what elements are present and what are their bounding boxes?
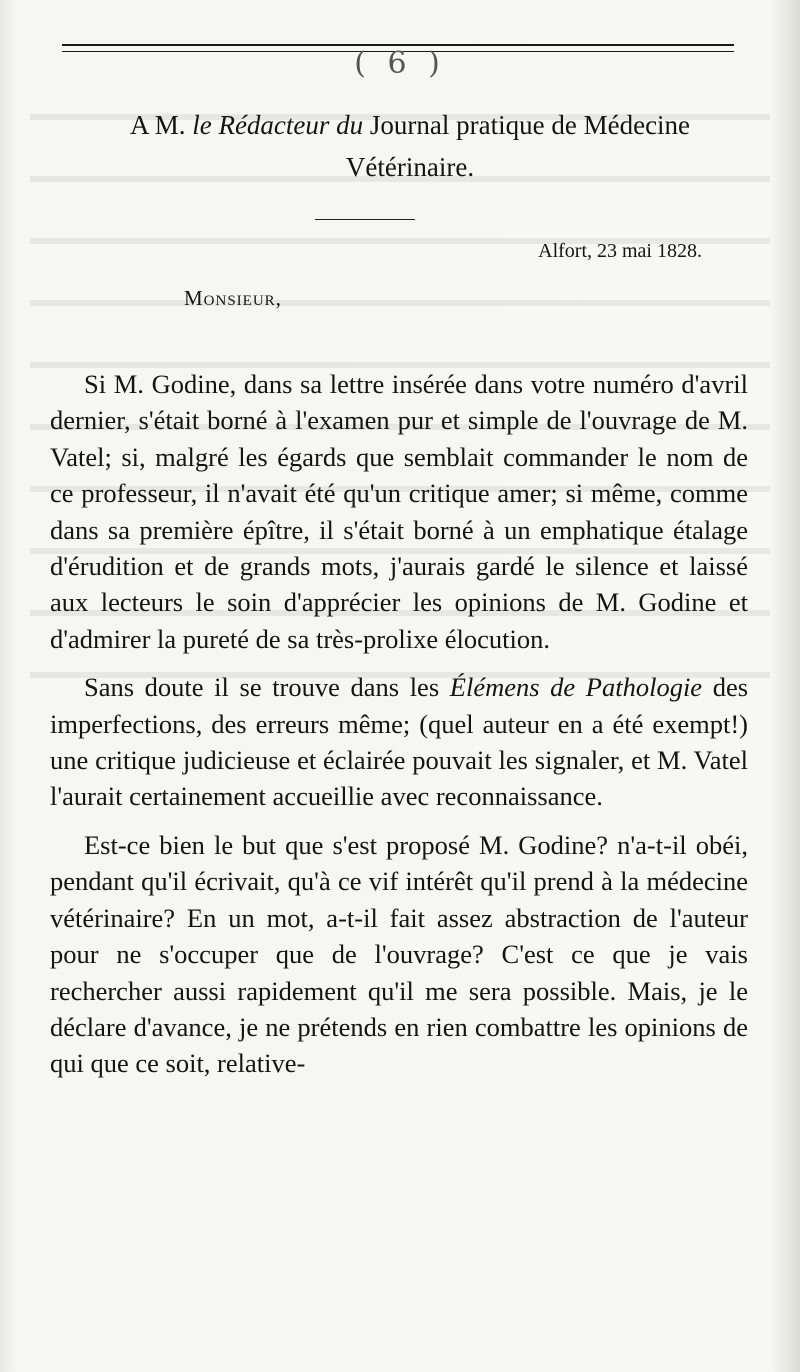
paragraph-2-text-a: Sans doute il se trouve dans les [84, 672, 440, 703]
letter-heading [40, 104, 780, 188]
heading-line-1 [40, 104, 780, 146]
page-number: ( 6 ) [354, 46, 446, 81]
book-title: Élémens de Pathologie [449, 672, 703, 703]
salutation: Monsieur, [184, 286, 282, 310]
paragraph-2-text-b: des imperfections, des erreurs même; (quel auteur en a été exempt!) une critique judicieuse et éclairée pouvait les signaler, et M. Vatel l'aurait certainement accueillie avec reconnaissance. [50, 672, 749, 812]
heading-italic: le Rédacteur du [192, 110, 364, 140]
dateline: Alfort, 23 mai 1828. [538, 240, 702, 262]
separator-rule [315, 219, 415, 220]
paragraph-3: Est-ce bien le but que s'est proposé M. Godine? n'a-t-il obéi, pendant qu'il écrivait, qu'à ce vif intérêt qu'il prend à la médecine vétérinaire? En un mot, a-t-il fait assez abstraction de l'auteur pour ne s'occuper que de l'ouvrage? C'est ce que je vais rechercher aussi rapidement qu'il me sera possible. Mais, je le déclare d'avance, je ne prétends en rien combattre les opinions de qui que ce soit, relative- [50, 829, 748, 1079]
heading-prefix: A M. [129, 110, 186, 140]
paragraph-2 [50, 669, 748, 815]
paragraph-1: Si M. Godine, dans sa lettre insérée dans votre numéro d'avril dernier, s'était borné à l'examen pur et simple de l'ouvrage de M. Vatel; si, malgré les égards que semblait commander le nom de ce professeur, il n'avait été qu'un critique amer; si même, comme dans sa première épître, il s'était borné à un emphatique étalage d'érudition et de grands mots, j'aurais gardé le silence et laissé aux lecteurs le soin d'apprécier les opinions de M. Godine et d'admirer la pureté de sa très-prolixe élocution. [50, 369, 748, 654]
heading-line-2: Vétérinaire. [345, 152, 475, 182]
heading-journal: Journal pratique de Médecine [369, 110, 691, 140]
letter-body [50, 366, 748, 1094]
